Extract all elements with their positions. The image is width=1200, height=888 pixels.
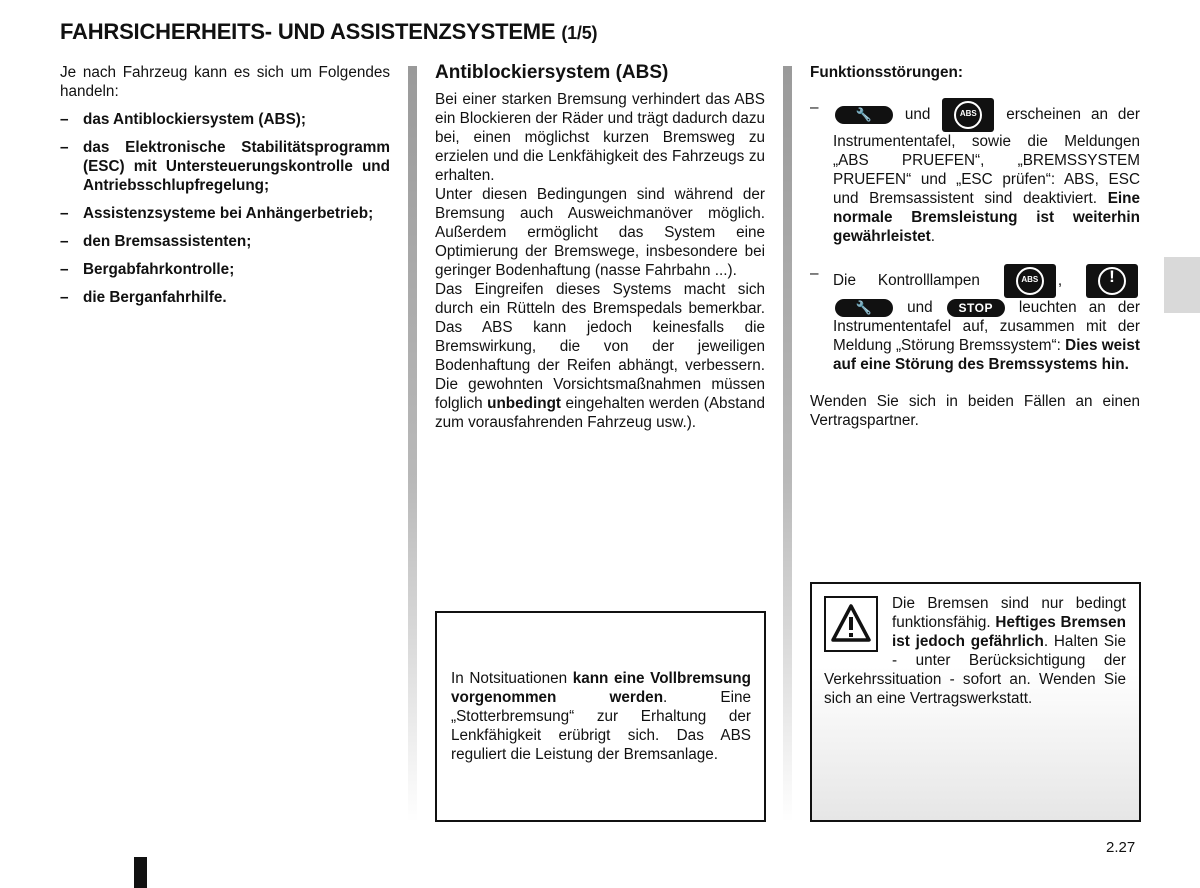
section-divider-bar (783, 66, 792, 822)
list-item: – Assistenzsysteme bei Anhängerbetrieb; (60, 204, 390, 223)
paragraph: Unter diesen Bedingungen sind während der Bremsung auch Ausweichmanöver möglich. Außerdem ermöglicht das System eine Optimierung der Bremswege, insbesondere bei geringer Bodenhaftung (nasse Fahrbahn ...). (435, 186, 765, 279)
chapter-tab (1164, 257, 1200, 313)
warning-triangle-icon (824, 596, 878, 652)
paragraph-text: Das Eingreifen dieses Systems macht sich durch ein Rütteln des Bremspedals bemerkbar. Das ABS kann jedoch keinesfalls die Bremswirkung, die von der jeweiligen Bodenhaftung der Reifen abhängt, verbessern. Die gewohnten Vorsichtsmaßnahmen müssen folglich (435, 281, 765, 412)
wrench-icon: 🔧 (835, 106, 893, 124)
abs-warning-icon (942, 98, 994, 132)
system-list (60, 110, 390, 307)
text: , (1057, 272, 1084, 290)
section-heading: Antiblockiersystem (ABS) (435, 62, 669, 83)
page-title (60, 19, 597, 45)
text: und (895, 106, 941, 124)
note-text-bold: kann eine Vollbremsung vorgenommen werden (451, 670, 751, 706)
abs-ring-icon (954, 101, 982, 129)
column-left (60, 63, 390, 316)
malfunction-item (810, 264, 1140, 374)
text: erscheinen an der Instrumententafel, sowie die Meldungen „ABS PRUEFEN“, „BREMSSYSTEM PRUEFEN“ und „ESC prüfen“: ABS, ESC und Bremsassistent sind deaktiviert. (833, 106, 1140, 207)
column-middle (435, 60, 765, 432)
emphasis-text: Eine normale Bremsleistung ist weiterhin gewährleistet (833, 190, 1140, 245)
section-divider-bar (408, 66, 417, 822)
note-text (451, 669, 751, 764)
paragraph (435, 280, 765, 432)
exclamation-mark: ! (1109, 267, 1115, 286)
emphasis-text: Dies weist auf eine Störung des Bremssystems hin. (833, 337, 1140, 373)
text: . (930, 228, 936, 245)
contact-note: Wenden Sie sich in beiden Fällen an einen Vertragspartner. (810, 393, 1140, 429)
emphasis-text: unbedingt (487, 395, 562, 412)
abs-label: ABS (959, 109, 977, 118)
paragraph-text: eingehalten werden (Abstand zum vorausfahrenden Fahrzeug usw.). (435, 395, 765, 431)
print-mark (134, 857, 147, 888)
column-right (810, 63, 1140, 430)
list-item: – das Antiblockiersystem (ABS); (60, 110, 390, 129)
page-number: 2.27 (1106, 839, 1136, 856)
note-text-part: . Eine „Stotterbremsung“ zur Erhaltung der Lenkfähigkeit erübrigt sich. Das ABS reguliert die Leistung der Bremsanlage. (451, 689, 751, 763)
warning-text-bold: Heftiges Bremsen ist jedoch gefährlich (892, 614, 1126, 650)
warning-triangle-graphic (830, 602, 872, 646)
abs-warning-icon (1004, 264, 1056, 298)
dash: – (810, 265, 819, 282)
wrench-icon: 🔧 (835, 299, 893, 317)
intro-text: Je nach Fahrzeug kann es sich um Folgendes handeln: (60, 64, 390, 100)
warning-text-part: Die Bremsen sind nur bedingt funktionsfähig. (892, 595, 1126, 631)
malfunction-heading: Funktionsstörungen: (810, 64, 963, 81)
text: Die Kontrolllampen (833, 272, 1002, 290)
malfunction-item (810, 98, 1140, 246)
text: und (895, 299, 945, 316)
page-title-part: (1/5) (561, 23, 598, 43)
abs-ring-icon (1016, 267, 1044, 295)
list-item: – das Elektronische Stabilitätsprogramm (ESC) mit Untersteuerungskontrolle und Antriebsschlupfregelung; (60, 138, 390, 195)
stop-icon: STOP (947, 299, 1005, 317)
list-item: – die Berganfahrhilfe. (60, 288, 390, 307)
paragraph: Bei einer starken Bremsung verhindert das ABS ein Blockieren der Räder und trägt dadurch dazu bei, einen möglichst kurzen Bremsweg zu erzielen und die Lenkfähigkeit des Fahrzeugs zu erhalten. (435, 91, 765, 184)
note-text-part: In Notsituationen (451, 670, 573, 687)
page-title-main: FAHRSICHERHEITS- UND ASSISTENZSYSTEME (60, 19, 556, 44)
list-item: – den Bremsassistenten; (60, 232, 390, 251)
warning-text-part: . Halten Sie - unter Berücksichtigung der Verkehrssituation - sofort an. Wenden Sie sich an eine Vertragswerkstatt. (824, 633, 1127, 707)
abs-label: ABS (1021, 275, 1039, 284)
note-box (435, 611, 766, 822)
list-item: – Bergabfahrkontrolle; (60, 260, 390, 279)
warning-box (810, 582, 1141, 822)
warning-text (812, 584, 1139, 708)
dash: – (810, 99, 819, 116)
brake-warning-icon (1086, 264, 1138, 298)
text: leuchten an der Instrumententafel auf, zusammen mit der Meldung „Störung Bremssystem“: (833, 299, 1140, 354)
